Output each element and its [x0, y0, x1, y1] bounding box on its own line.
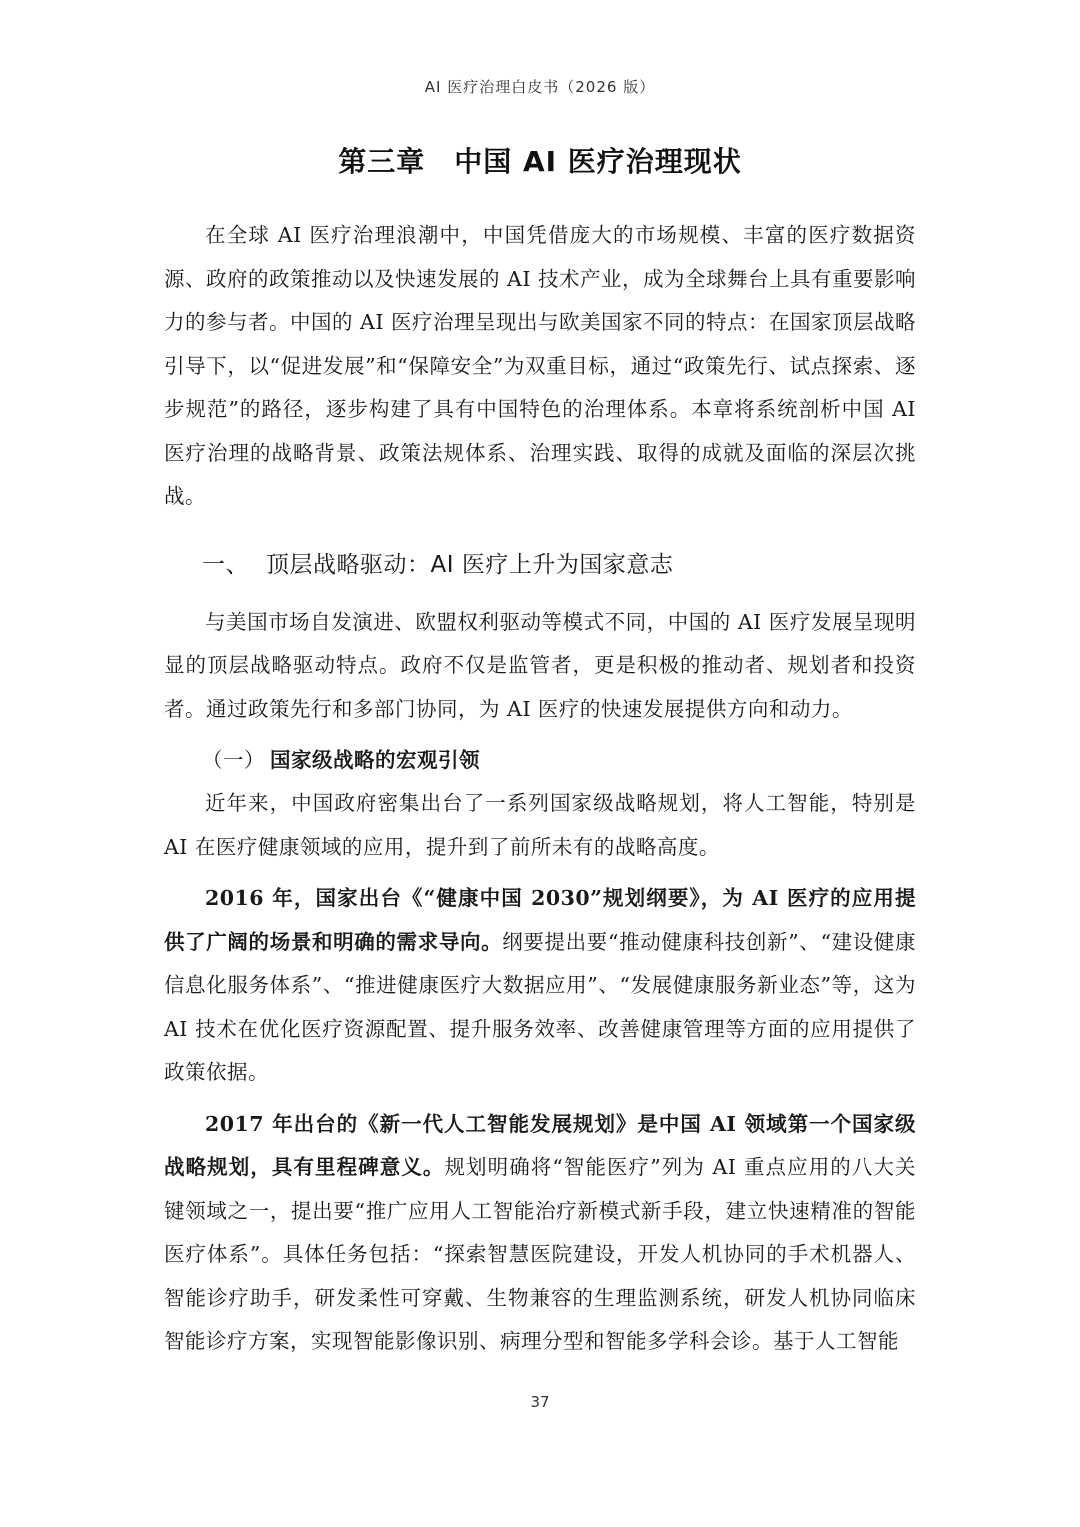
subsection-number: （一）	[202, 748, 265, 772]
subsection-paragraph-1: 近年来，中国政府密集出台了一系列国家级战略规划，将人工智能，特别是 AI 在医疗健康领域的应用，提升到了前所未有的战略高度。	[164, 791, 916, 859]
subsection-paragraph-3	[164, 1103, 916, 1364]
paragraph-2-bold-lead: 2016 年，国家出台《“健康中国 2030”规划纲要》，为 AI 医疗的应用提供了广阔的场景和明确的需求导向。	[164, 886, 916, 954]
subsection-title: 国家级战略的宏观引领	[270, 748, 480, 772]
page-number: 37	[530, 1393, 550, 1411]
paragraph-3-body: 规划明确将“智能医疗”列为 AI 重点应用的八大关键领域之一，提出要“推广应用人工智能治疗新模式新手段，建立快速精准的智能医疗体系”。具体任务包括：“探索智慧医院建设，开发人机协同的手术机器人、智能诊疗助手，研发柔性可穿戴、生物兼容的生理监测系统，研发人机协同临床智能诊疗方案，实现智能影像识别、病理分型和智能多学科会诊。基于人工智能	[164, 1155, 916, 1353]
main-content	[164, 214, 916, 1364]
section-title: 顶层战略驱动：AI 医疗上升为国家意志	[266, 551, 674, 578]
section-heading	[202, 543, 916, 587]
running-header: AI 医疗治理白皮书（2026 版）	[424, 78, 656, 96]
subsection-heading	[202, 739, 916, 782]
paragraph-2-body: 纲要提出要“推动健康科技创新”、“建设健康信息化服务体系”、“推进健康医疗大数据应用”、“发展健康服务新业态”等，这为 AI 技术在优化医疗资源配置、提升服务效率、改善健康管理等方面的应用提供了政策依据。	[164, 929, 916, 1084]
section-paragraph: 与美国市场自发演进、欧盟权利驱动等模式不同，中国的 AI 医疗发展呈现明显的顶层战略驱动特点。政府不仅是监管者，更是积极的推动者、规划者和投资者。通过政策先行和多部门协同，为 AI 医疗的快速发展提供方向和动力。	[164, 609, 916, 721]
paragraph-3-bold-lead: 2017 年出台的《新一代人工智能发展规划》是中国 AI 领域第一个国家级战略规划，具有里程碑意义。	[164, 1111, 916, 1179]
chapter-title: 第三章 中国 AI 医疗治理现状	[338, 145, 742, 178]
intro-paragraph: 在全球 AI 医疗治理浪潮中，中国凭借庞大的市场规模、丰富的医疗数据资源、政府的政策推动以及快速发展的 AI 技术产业，成为全球舞台上具有重要影响力的参与者。中国的 AI 医疗治理呈现出与欧美国家不同的特点：在国家顶层战略引导下，以“促进发展”和“保障安全”为双重目标，通过“政策先行、试点探索、逐步规范”的路径，逐步构建了具有中国特色的治理体系。本章将系统剖析中国 AI 医疗治理的战略背景、政策法规体系、治理实践、取得的成就及面临的深层次挑战。	[164, 223, 916, 508]
section-number: 一、	[202, 551, 249, 578]
subsection-paragraph-2	[164, 877, 916, 1095]
